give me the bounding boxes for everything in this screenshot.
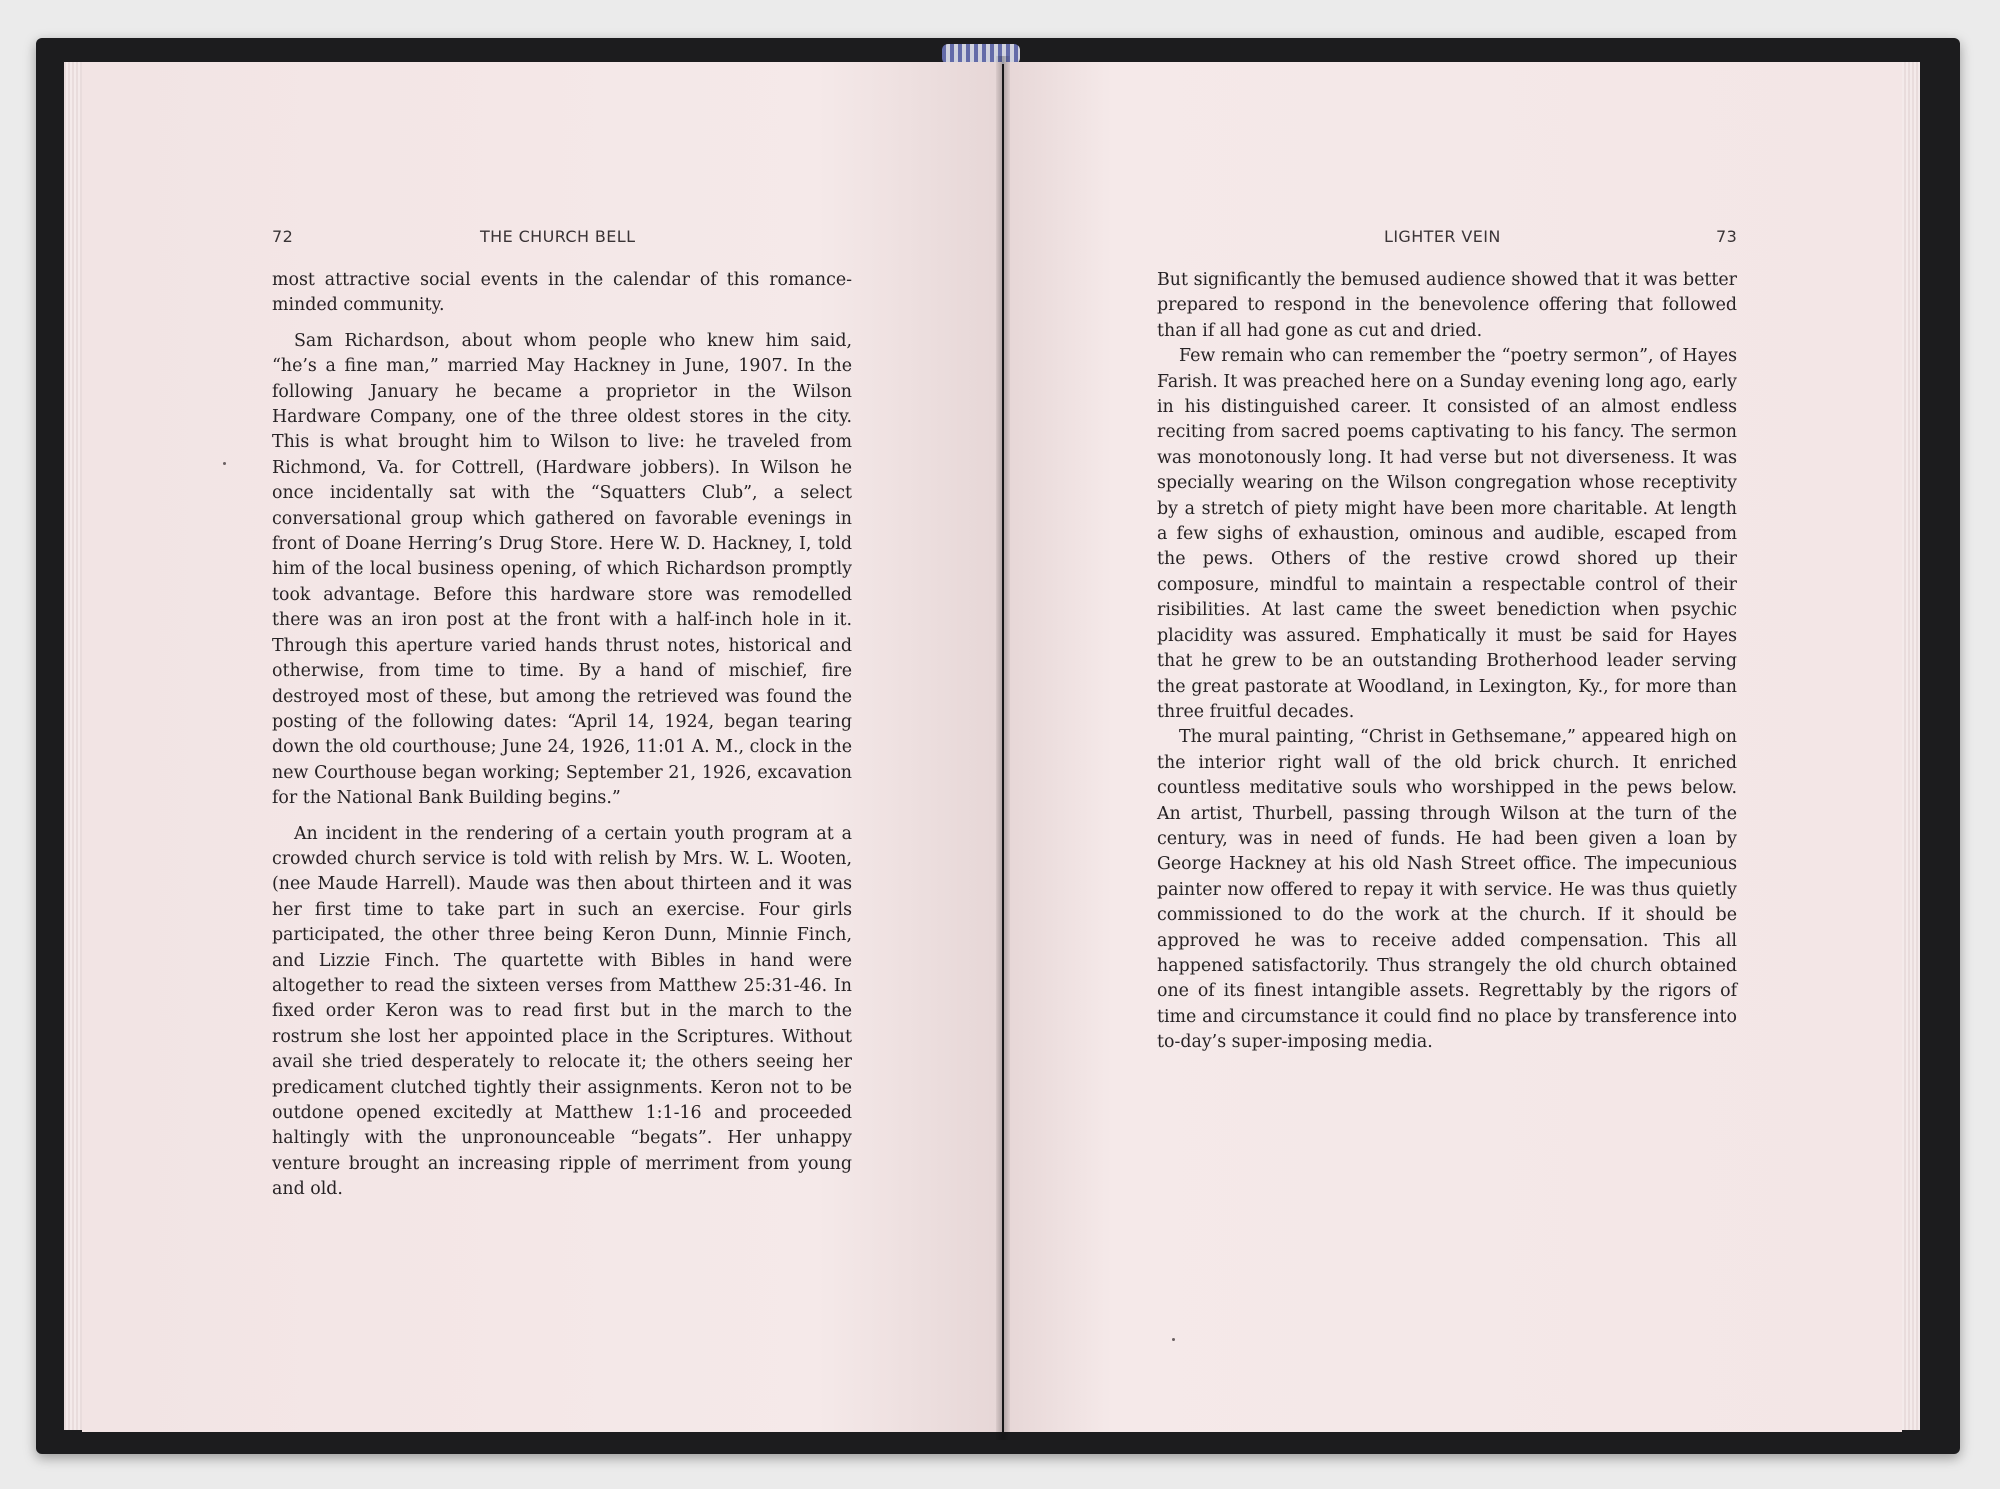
left-paragraph-2: Sam Richardson, about whom people who knew him said, “he’s a fine man,” married May Hackney in June, 1907. In the following January he became a proprietor in the Wilson Hardware Company, one of the three oldest stores in the city. This is what brought him to Wilson to live: he traveled from Richmond, Va. for Cottrell, (Hardware jobbers). In Wilson he once incidentally sat with the “Squatters Club”, a select conversational group which gathered on favorable evenings in front of Doane Herring’s Drug Store. Here W. D. Hackney, I, told him of the local business opening, of which Richardson promptly took advantage. Before this hardware store was remodelled there was an iron post at the front with a half-inch hole in it. Through this aperture varied hands thrust notes, historical and otherwise, from time to time. By a hand of mischief, fire destroyed most of these, but among the retrieved was found the posting of the following dates: “April 14, 1924, began tearing down the old courthouse; June 24, 1926, 11:01 A. M., clock in the new Courthouse began working; September 21, 1926, excavation for the National Bank Building begins.” [272, 330, 852, 809]
left-paragraph-1: most attractive social events in the calendar of this romance-minded community. [272, 270, 852, 316]
right-running-head: LIGHTER VEIN [1384, 227, 1501, 246]
right-page-body [1157, 268, 1737, 1056]
left-running-head: THE CHURCH BELL [480, 227, 636, 246]
stray-ink-dot [1172, 1338, 1175, 1341]
right-page-number: 73 [1716, 227, 1738, 246]
stray-ink-dot [223, 462, 226, 465]
right-paragraph-3: The mural painting, “Christ in Gethsemane,” appeared high on the interior right wall of the old brick church. It enriched countless meditative souls who worshipped in the pews below. An artist, Thurbell, passing through Wilson at the turn of the century, was in need of funds. He had been given a loan by George Hackney at his old Nash Street office. The impecunious painter now offered to repay it with service. He was thus quietly commissioned to do the work at the church. If it should be approved he was to receive added compensation. This all happened satisfactorily. Thus strangely the old church obtained one of its finest intangible assets. Regrettably by the rigors of time and circumstance it could find no place by transference into to-day’s super-imposing media. [1157, 727, 1737, 1053]
left-page-body [272, 268, 852, 1203]
book-gutter [996, 56, 1010, 1440]
right-paragraph-2: Few remain who can remember the “poetry sermon”, of Hayes Farish. It was preached here on a Sunday evening long ago, early in his distinguished career. It consisted of an almost endless reciting from sacred poems captivating to his fancy. The sermon was monotonously long. It had verse but not diverseness. It was specially wearing on the Wilson congregation whose receptivity by a stretch of piety might have been more charitable. At length a few sighs of exhaustion, ominous and audible, escaped from the pews. Others of the restive crowd shored up their composure, mindful to maintain a respectable control of their risibilities. At last came the sweet benediction when psychic placidity was assured. Emphatically it must be said for Hayes that he grew to be an outstanding Brotherhood leader serving the great pastorate at Woodland, in Lexington, Ky., for more than three fruitful decades. [1157, 346, 1737, 722]
right-paragraph-1: But significantly the bemused audience showed that it was better prepared to respond in the benevolence offering that followed than if all had gone as cut and dried. [1157, 270, 1737, 341]
left-page-edges [64, 62, 82, 1430]
left-paragraph-3: An incident in the rendering of a certain youth program at a crowded church service is told with relish by Mrs. W. L. Wooten, (nee Maude Harrell). Maude was then about thirteen and it was her first time to take part in such an exercise. Four girls participated, the other three being Keron Dunn, Minnie Finch, and Lizzie Finch. The quartette with Bibles in hand were altogether to read the sixteen verses from Matthew 25:31-46. In fixed order Keron was to read first but in the march to the rostrum she lost her appointed place in the Scriptures. Without avail she tried desperately to relocate it; the others seeing her predicament clutched tightly their assignments. Keron not to be outdone opened excitedly at Matthew 1:1-16 and proceeded haltingly with the unpronounceable “begats”. Her unhappy venture brought an increasing ripple of merriment from young and old. [272, 823, 852, 1200]
right-page-edges [1900, 62, 1920, 1430]
left-page-number: 72 [272, 227, 294, 246]
